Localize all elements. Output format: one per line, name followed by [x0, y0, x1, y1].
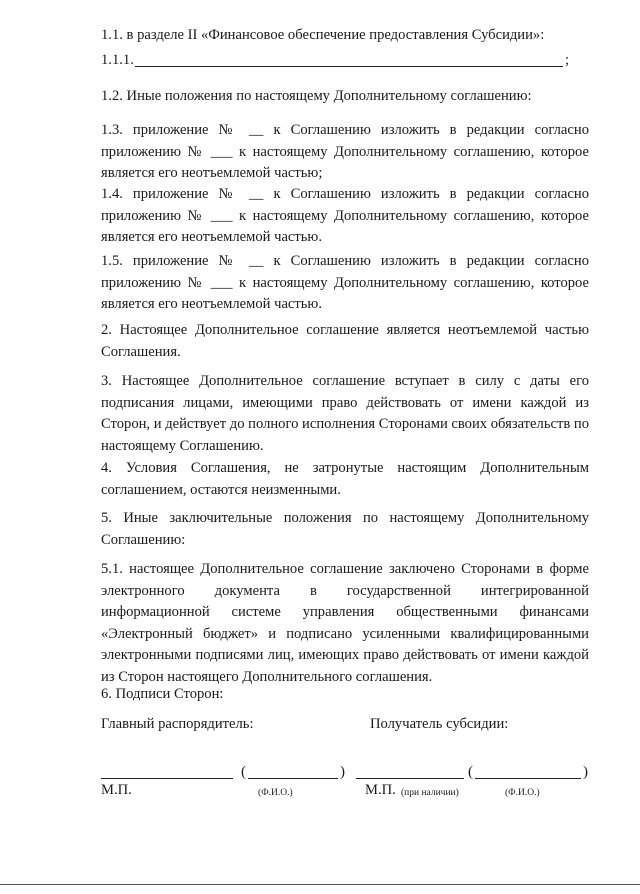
left-fio-paren-close: )	[340, 764, 345, 780]
right-stamp-label: М.П.	[365, 782, 396, 798]
left-fio-caption: (Ф.И.О.)	[258, 788, 293, 798]
fill-in-blank	[135, 50, 563, 67]
clause-5: 5. Иные заключительные положения по настоящему Дополнительному Соглашению:	[101, 510, 589, 548]
clause-1-1-heading: 1.1. в разделе II «Финансовое обеспечение предоставления Субсидии»:	[101, 27, 545, 43]
clause-6: 6. Подписи Сторон:	[101, 686, 224, 702]
left-fio-line	[248, 758, 338, 779]
right-fio-line	[475, 758, 581, 779]
chief-administrator-label: Главный распорядитель:	[101, 716, 254, 732]
clause-2: 2. Настоящее Дополнительное соглашение является неотъемлемой частью Соглашения.	[101, 322, 589, 360]
left-fio-paren-open: (	[241, 764, 246, 780]
right-stamp-note: (при наличии)	[401, 788, 459, 798]
clause-3: 3. Настоящее Дополнительное соглашение вступает в силу с даты его подписания лицами, имеющими право действовать от имени каждой из Сторон, и действует до полного исполнения Сторонами своих обязательств по настоящему Соглашению.	[101, 373, 589, 454]
subsidy-recipient-label: Получатель субсидии:	[370, 716, 509, 732]
clause-1-3: 1.3. приложение № __ к Соглашению изложить в редакции согласно приложению № ___ к настоящему Дополнительному соглашению, которое является его неотъемлемой частью;	[101, 122, 589, 181]
right-fio-paren-open: (	[468, 764, 473, 780]
clause-1-1-1-number: 1.1.1.	[101, 52, 134, 68]
left-stamp-label: М.П.	[101, 782, 132, 798]
clause-1-1-1-end: ;	[565, 52, 570, 68]
right-fio-caption: (Ф.И.О.)	[505, 788, 540, 798]
page-bottom-rule	[0, 884, 640, 885]
clause-4: 4. Условия Соглашения, не затронутые настоящим Дополнительным соглашением, остаются неизменными.	[101, 460, 589, 498]
left-signature-line	[101, 758, 233, 779]
clause-1-1-1-line	[101, 50, 589, 72]
right-fio-paren-close: )	[583, 764, 588, 780]
clause-5-1: 5.1. настоящее Дополнительное соглашение заключено Сторонами в форме электронного документа в государственной интегрированной информационной системе управления общественными финансами «Электронный бюджет» и подписано усиленными квалифицированными электронными подписями лиц, имеющих право действовать от имени каждой из Сторон настоящего Дополнительного соглашения.	[101, 561, 589, 685]
right-signature-line	[356, 758, 464, 779]
clause-1-5: 1.5. приложение № __ к Соглашению изложить в редакции согласно приложению № ___ к настоящему Дополнительному соглашению, которое является его неотъемлемой частью.	[101, 253, 589, 312]
clause-1-4: 1.4. приложение № __ к Соглашению изложить в редакции согласно приложению № ___ к настоящему Дополнительному соглашению, которое является его неотъемлемой частью.	[101, 186, 589, 245]
clause-1-2: 1.2. Иные положения по настоящему Дополнительному соглашению:	[101, 88, 532, 104]
